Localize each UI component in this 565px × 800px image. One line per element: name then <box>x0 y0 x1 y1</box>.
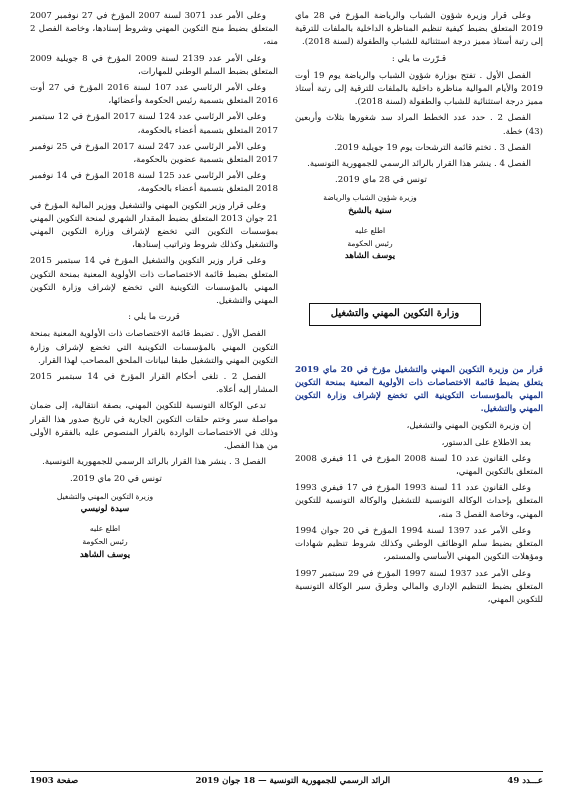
paragraph: وعلى الأمر عدد 3071 لسنة 2007 المؤرخ في 27 نوفمبر 2007 المتعلق بضبط منح التكوين المهني وشروط إسنادها، وخاصة الفصل 2 منه، <box>30 11 278 48</box>
paragraph: وعلى الأمر الرئاسي عدد 125 لسنة 2018 المؤرخ في 14 نوفمبر 2018 المتعلق بتسمية أعضاء بالحكومة، <box>30 171 278 195</box>
page-footer <box>30 771 543 790</box>
article-3: الفصل 3 . ينشر هذا القرار بالرائد الرسمي للجمهورية التونسية. <box>42 457 266 468</box>
paragraph: إن وزيرة التكوين المهني والتشغيل، <box>406 421 531 432</box>
decree-headline: قرار من وزيرة التكوين المهني والتشغيل مؤرخ في 20 ماي 2019 يتعلق بضبط قائمة الاختصاصات ذات الأولوية المعنية بمنحة التكوين المهني بالمؤسسات التكوينية التي تخضع لإشراف وزارة التكوين المهني والتشغيل. <box>295 364 543 415</box>
minister-signature <box>40 490 170 562</box>
signing-date: تونس في 28 ماي 2019. <box>335 175 427 186</box>
journal-title: الرائد الرسمي للجمهورية التونسية — 18 جوان 2019 <box>195 776 391 786</box>
right-column <box>295 10 543 610</box>
paragraph: وعلى قرار وزيرة شؤون الشباب والرياضة المؤرخ في 28 ماي 2019 المتعلق بضبط كيفية تنظيم المناظرة الداخلية بالملفات للترقية إلى رتبة أستاذ مميز درجة استثنائية للشباب والطفولة (لسنة 2018). <box>295 11 543 48</box>
paragraph: بعد الاطلاع على الدستور، <box>441 437 531 448</box>
paragraph: وعلى الأمر عدد 2139 لسنة 2009 المؤرخ في 8 جويلية 2009 المتعلق بضبط السلم الوطني للمهارات، <box>30 53 278 77</box>
section-title: وزارة التكوين المهني والتشغيل <box>330 308 460 320</box>
minister-signature <box>305 191 435 263</box>
paragraph: وعلى الأمر عدد 1397 لسنة 1994 المؤرخ في 20 جوان 1994 المتعلق بضبط سلم الوظائف الوطني وكذلك شروط تنظيم شهادات ومؤهلات التكوين المهني الأساسي والمستمر، <box>295 525 543 563</box>
minister-title: وزيرة التكوين المهني والتشغيل <box>56 491 154 501</box>
issue-number: عـــدد 49 <box>507 776 543 786</box>
article-1: الفصل الأول . تفتح بوزارة شؤون الشباب والرياضة يوم 19 أوت 2019 والأيام الموالية مناظرة داخلية بالملفات للترقية إلى رتبة أستاذ مميز درجة استثنائية للشباب والطفولة (لسنة 2018). <box>295 70 543 108</box>
article-2: الفصل 2 . تلغى أحكام القرار المؤرخ في 14 سبتمبر 2015 المشار إليه أعلاه. <box>30 372 278 396</box>
paragraph: وعلى الأمر عدد 1937 لسنة 1997 المؤرخ في 29 سبتمبر 1997 المتعلق بضبط التنظيم الإداري والمالي وطرق سير الوكالة التونسية للتكوين المهني، <box>295 568 543 605</box>
paragraph: وعلى القانون عدد 10 لسنة 2008 المؤرخ في 11 فيفري 2008 المتعلق بالتكوين المهني، <box>295 453 543 478</box>
minister-name: سنية بالشيخ <box>348 205 392 216</box>
article-1: الفصل الأول . تضبط قائمة الاختصاصات ذات الأولوية المعنية بمنحة التكوين المهني بالمؤسسات التكوينية التي تخضع لإشراف وزارة التكوين المهني والتشغيل طبقا لبيانات الملحق المصاحب لهذا القرار. <box>30 329 278 366</box>
decree-heading: قررت ما يلي : <box>128 312 180 323</box>
left-column <box>30 10 278 562</box>
article-3: الفصل 3 . تختم قائمة الترشحات يوم 19 جويلية 2019. <box>334 142 531 153</box>
paragraph: وعلى الأمر الرئاسي عدد 247 لسنة 2017 المؤرخ في 25 نوفمبر 2017 المتعلق بتسمية عضوين بالحكومة، <box>30 141 278 166</box>
minister-name: سيدة لونيسي <box>80 503 130 514</box>
paragraph: وعلى القانون عدد 11 لسنة 1993 المؤرخ في 17 فيفري 1993 المتعلق بإحداث الوكالة التونسية للتشغيل والوكالة التونسية للتكوين المهني، وخاصة الفصل 3 منه، <box>295 483 543 520</box>
paragraph: وعلى الأمر الرئاسي عدد 107 لسنة 2016 المؤرخ في 27 أوت 2016 المتعلق بتسمية رئيس الحكومة وأعضائها، <box>30 83 278 107</box>
seen-label: اطلع عليه <box>89 524 121 534</box>
pm-name: يوسف الشاهد <box>344 251 396 262</box>
paragraph: وعلى قرار وزير التكوين والتشغيل المؤرخ في 14 سبتمبر 2015 المتعلق بضبط قائمة الاختصاصات ذات الأولوية المعنية بمنحة التكوين المهني بالمؤسسات التكوينية التي تخضع لإشراف وزارة التكوين المهني والتشغيل. <box>30 256 278 307</box>
seen-label: اطلع عليه <box>354 225 386 235</box>
paragraph: وعلى قرار وزير التكوين المهني والتشغيل ووزير المالية المؤرخ في 21 جوان 2013 المتعلق بضبط المقدار الشهري لمنحة التكوين المهني بمؤسسات التكوين التي تخضع لإشراف وزارة التكوين المهني والتشغيل وكذلك شروط وتراتيب إسنادها، <box>30 200 278 251</box>
minister-title: وزيرة شؤون الشباب والرياضة <box>323 193 417 203</box>
pm-title: رئيس الحكومة <box>82 537 128 547</box>
paragraph: وعلى الأمر الرئاسي عدد 124 لسنة 2017 المؤرخ في 12 سبتمبر 2017 المتعلق بتسمية أعضاء بالحكومة، <box>30 112 278 136</box>
pm-title: رئيس الحكومة <box>347 239 393 249</box>
signing-date: تونس في 20 ماي 2019. <box>70 473 162 484</box>
pm-name: يوسف الشاهد <box>79 549 131 560</box>
decree-heading: قـرّرت ما يلي : <box>391 53 447 64</box>
paragraph: تدعى الوكالة التونسية للتكوين المهني، بصفة انتقالية، إلى ضمان مواصلة سير وختم حلقات التكوين الجارية في تاريخ صدور هذا القرار وذلك في الاختصاصات الواردة بالقرار المنصوص عليه بالفقرة الأولى من هذا الفصل. <box>30 401 278 452</box>
article-4: الفصل 4 . ينشر هذا القرار بالرائد الرسمي للجمهورية التونسية. <box>307 159 531 170</box>
article-2: الفصل 2 . حدد عدد الخطط المراد سد شغورها بثلاث وأربعين (43) خطة. <box>295 113 543 137</box>
page-number: صفحة 1903 <box>30 776 79 786</box>
section-title-box <box>309 303 481 325</box>
